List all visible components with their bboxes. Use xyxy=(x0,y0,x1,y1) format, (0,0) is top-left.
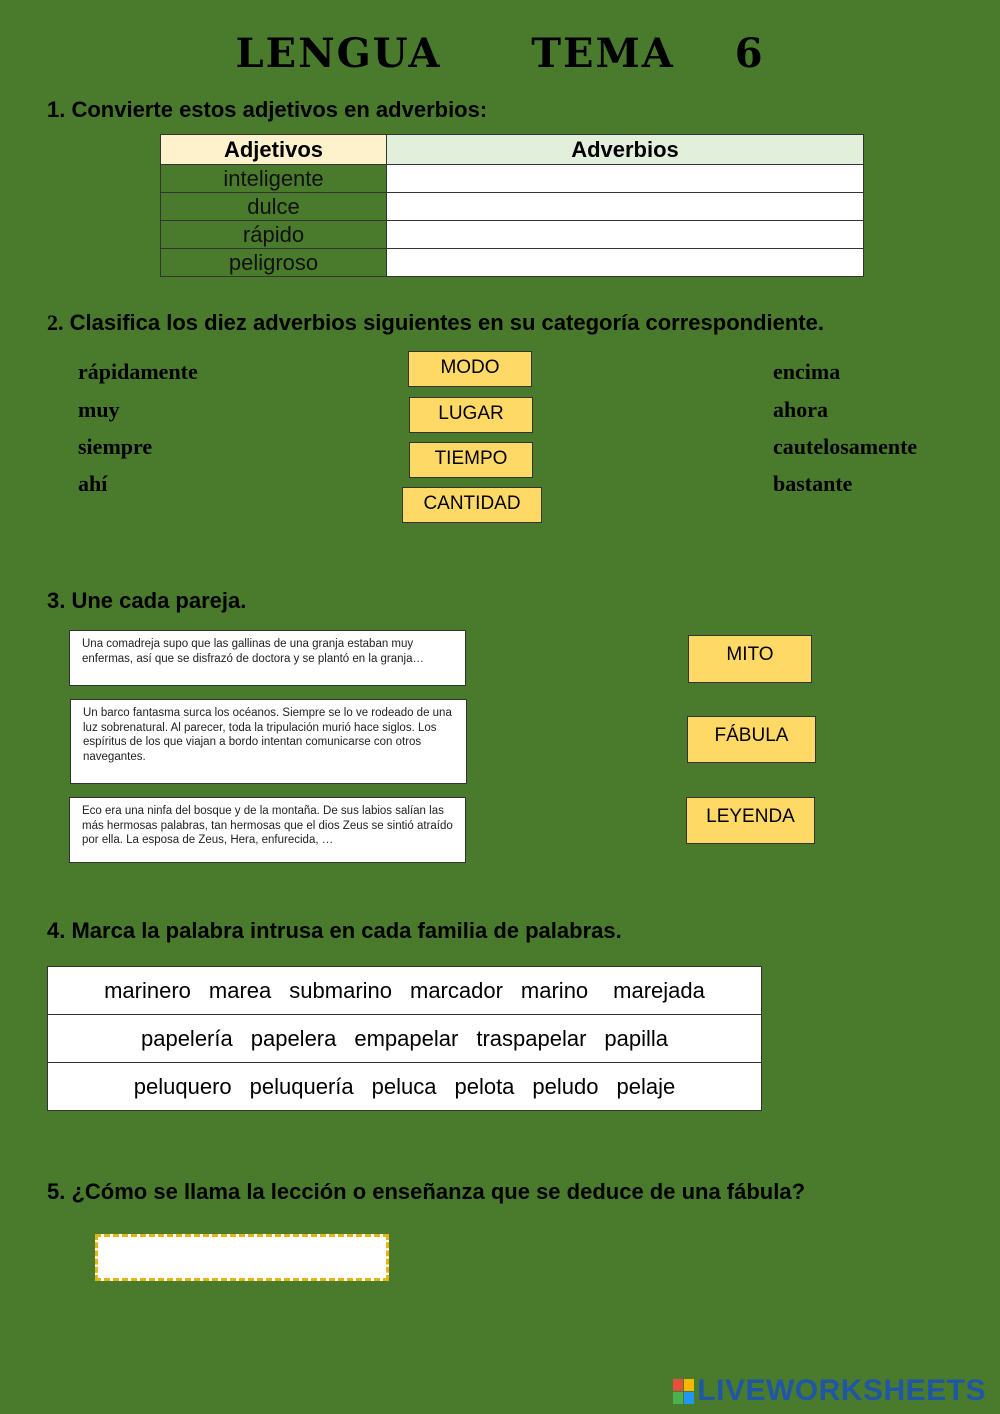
word-option[interactable]: peluca xyxy=(371,1073,437,1099)
question-number: 1. xyxy=(47,97,66,122)
draggable-word[interactable]: siempre xyxy=(78,434,153,459)
word-option[interactable]: empapelar xyxy=(354,1025,459,1051)
word-option[interactable]: marejada xyxy=(613,977,705,1003)
adjectives-table xyxy=(160,134,864,277)
word-option[interactable]: peludo xyxy=(532,1073,599,1099)
category-tiempo[interactable]: TIEMPO xyxy=(409,442,533,478)
word-option[interactable]: peluquero xyxy=(133,1073,232,1099)
category-lugar[interactable]: LUGAR xyxy=(409,397,533,433)
question-text: Une cada pareja. xyxy=(71,588,247,613)
worksheet-title: LENGUA TEMA 6 xyxy=(235,30,765,77)
word-family-row xyxy=(48,967,762,1015)
word-option[interactable]: marea xyxy=(208,977,272,1003)
question-2 xyxy=(47,310,824,336)
header-adjetivos: Adjetivos xyxy=(161,135,387,165)
question-1 xyxy=(47,97,487,123)
adjective-cell: peligroso xyxy=(161,249,387,277)
genre-fabula[interactable]: FÁBULA xyxy=(687,716,816,763)
word-option[interactable]: papelera xyxy=(250,1025,337,1051)
question-number: 4. xyxy=(47,918,66,943)
story-box[interactable]: Eco era una ninfa del bosque y de la montaña. De sus labios salían las más hermosas palabras, tan hermosas que el dios Zeus se sintió atraído por ella. La esposa de Zeus, Hera, enfurecida, … xyxy=(69,797,466,863)
word-option[interactable]: marino xyxy=(520,977,589,1003)
question-text: Convierte estos adjetivos en adverbios: xyxy=(71,97,488,122)
genre-mito[interactable]: MITO xyxy=(688,635,812,683)
word-option[interactable]: papilla xyxy=(604,1025,669,1051)
word-option[interactable]: pelota xyxy=(454,1073,515,1099)
adverb-answer-cell[interactable] xyxy=(387,165,864,193)
adverb-input[interactable] xyxy=(387,250,863,277)
draggable-word[interactable]: cautelosamente xyxy=(773,434,918,459)
word-option[interactable]: pelaje xyxy=(616,1073,676,1099)
word-option[interactable]: marinero xyxy=(104,977,191,1003)
draggable-word[interactable]: muy xyxy=(78,397,120,422)
category-cantidad[interactable]: CANTIDAD xyxy=(402,487,542,523)
draggable-word[interactable]: bastante xyxy=(773,471,853,496)
question-number: 3. xyxy=(47,588,66,613)
word-family-row xyxy=(48,1015,762,1063)
category-modo[interactable]: MODO xyxy=(408,351,532,387)
draggable-word[interactable]: ahí xyxy=(78,471,108,496)
liveworksheets-logo xyxy=(673,1374,986,1408)
draggable-word[interactable]: encima xyxy=(773,359,841,384)
word-option[interactable]: marcador xyxy=(410,977,503,1003)
adjective-cell: inteligente xyxy=(161,165,387,193)
draggable-word[interactable]: ahora xyxy=(773,397,828,422)
adverb-answer-cell[interactable] xyxy=(387,221,864,249)
question-number: 5. xyxy=(47,1179,66,1204)
adjective-cell: dulce xyxy=(161,193,387,221)
adverb-answer-cell[interactable] xyxy=(387,249,864,277)
logo-text: LIVEWORKSHEETS xyxy=(697,1374,986,1407)
adverb-input[interactable] xyxy=(387,194,863,221)
word-family-table xyxy=(47,966,762,1111)
adverb-input[interactable] xyxy=(387,222,863,249)
question-text: Marca la palabra intrusa en cada familia de palabras. xyxy=(71,918,622,943)
answer-input-box[interactable] xyxy=(95,1234,389,1281)
word-option[interactable]: traspapelar xyxy=(476,1025,587,1051)
draggable-word[interactable]: rápidamente xyxy=(78,359,198,384)
question-5 xyxy=(47,1179,805,1205)
word-family-row xyxy=(48,1063,762,1111)
header-adverbios: Adverbios xyxy=(387,135,864,165)
question-text: Clasifica los diez adverbios siguientes en su categoría correspondiente. xyxy=(69,310,824,335)
word-option[interactable]: peluquería xyxy=(249,1073,354,1099)
word-option[interactable]: papelería xyxy=(140,1025,233,1051)
word-option[interactable]: submarino xyxy=(289,977,392,1003)
question-text: ¿Cómo se llama la lección o enseñanza que se deduce de una fábula? xyxy=(71,1179,806,1204)
adjective-cell: rápido xyxy=(161,221,387,249)
question-number: 2. xyxy=(47,310,64,335)
question-3 xyxy=(47,588,246,614)
genre-leyenda[interactable]: LEYENDA xyxy=(686,797,815,844)
adverb-input[interactable] xyxy=(387,166,863,193)
adverb-answer-cell[interactable] xyxy=(387,193,864,221)
logo-blocks-icon xyxy=(673,1379,694,1404)
question-4 xyxy=(47,918,622,944)
story-box[interactable]: Una comadreja supo que las gallinas de una granja estaban muy enfermas, así que se disfrazó de doctora y se plantó en la granja… xyxy=(69,630,466,686)
story-box[interactable]: Un barco fantasma surca los océanos. Siempre se lo ve rodeado de una luz sobrenatural. Al parecer, toda la tripulación murió hace siglos. Los espíritus de los que viajan a bordo intentan comunicarse con otros navegantes. xyxy=(70,699,467,784)
